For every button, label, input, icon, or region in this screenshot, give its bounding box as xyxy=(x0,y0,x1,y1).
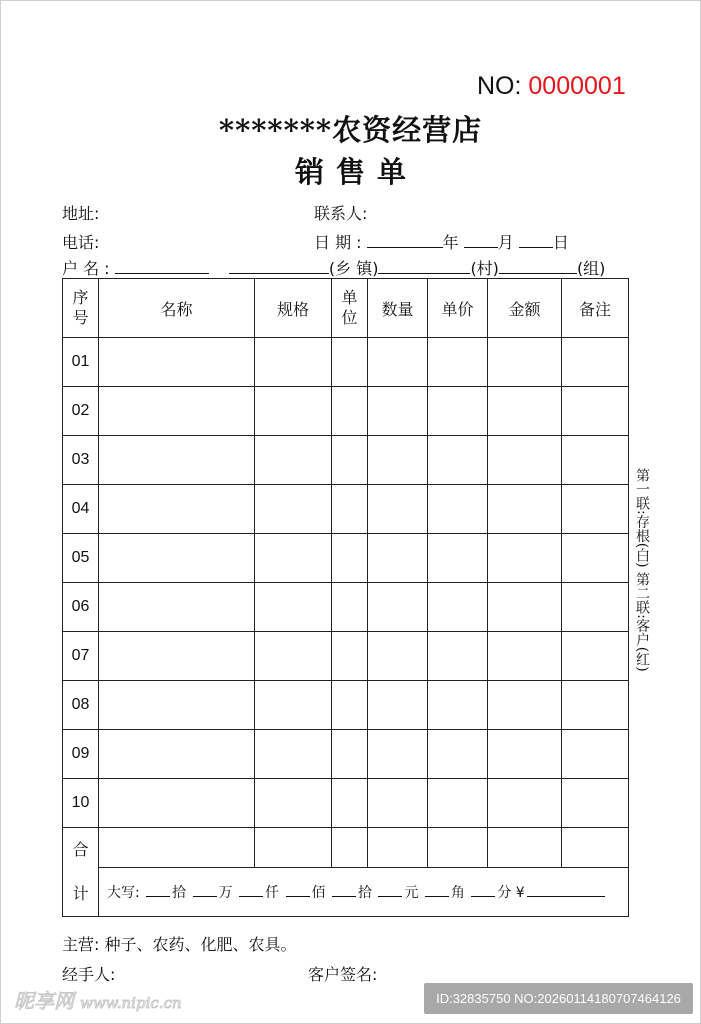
header-name: 名称 xyxy=(99,279,255,338)
capital-amount-field[interactable] xyxy=(99,867,629,916)
copy-note: 第一联:存根(白) 第二联:客户(红) xyxy=(634,468,650,672)
table-row xyxy=(63,632,629,681)
month-label: 月 xyxy=(497,233,514,252)
cell-amount[interactable] xyxy=(488,436,562,485)
address-label: 地址: xyxy=(62,204,100,223)
cell-unit[interactable] xyxy=(332,583,368,632)
cell-remark[interactable] xyxy=(562,485,629,534)
numeric-amount-blank[interactable] xyxy=(527,884,605,897)
cell-unit[interactable] xyxy=(332,681,368,730)
business-scope: 主营: 种子、农药、化肥、农具。 xyxy=(62,935,297,954)
cell-remark[interactable] xyxy=(562,730,629,779)
date-field xyxy=(314,230,569,253)
total-label xyxy=(63,828,99,917)
cell-unit-price[interactable] xyxy=(428,681,488,730)
cell-amount[interactable] xyxy=(488,534,562,583)
cell-amount[interactable] xyxy=(488,387,562,436)
cell-unit[interactable] xyxy=(332,730,368,779)
cell-quantity[interactable] xyxy=(368,338,428,387)
cell-spec[interactable] xyxy=(255,632,332,681)
cell-remark[interactable] xyxy=(562,534,629,583)
household-label: 户 名 : xyxy=(62,259,110,278)
cell-unit-price[interactable] xyxy=(428,485,488,534)
unit-wan: 万 xyxy=(218,884,233,901)
table-row xyxy=(63,485,629,534)
cell-name[interactable] xyxy=(99,485,255,534)
cell-amount[interactable] xyxy=(488,485,562,534)
unit-jiao: 角 xyxy=(450,884,465,901)
handler-label: 经手人: xyxy=(62,965,116,984)
cell-quantity[interactable] xyxy=(368,534,428,583)
cell-unit-price[interactable] xyxy=(428,338,488,387)
cell-quantity[interactable] xyxy=(368,583,428,632)
total-remark[interactable] xyxy=(562,828,629,868)
cell-unit[interactable] xyxy=(332,632,368,681)
total-unit[interactable] xyxy=(332,828,368,868)
header-unit: 单位 xyxy=(332,279,368,338)
cell-remark[interactable] xyxy=(562,779,629,828)
header-seq: 序号 xyxy=(63,279,99,338)
year-label: 年 xyxy=(442,233,459,252)
cell-name[interactable] xyxy=(99,387,255,436)
day-blank[interactable] xyxy=(519,233,553,248)
customer-sign-label: 客户签名: xyxy=(308,965,378,984)
table-row xyxy=(63,730,629,779)
row-seq: 10 xyxy=(63,779,99,828)
total-amount[interactable] xyxy=(488,828,562,868)
row-seq: 05 xyxy=(63,534,99,583)
total-spec[interactable] xyxy=(255,828,332,868)
cell-name[interactable] xyxy=(99,681,255,730)
row-seq: 02 xyxy=(63,387,99,436)
cell-amount[interactable] xyxy=(488,338,562,387)
watermark-url: www.nipic.cn xyxy=(80,994,182,1012)
town-blank[interactable] xyxy=(229,259,329,274)
row-seq: 07 xyxy=(63,632,99,681)
date-label: 日 期 : xyxy=(314,233,362,252)
cell-name[interactable] xyxy=(99,534,255,583)
form-title: 销售单 xyxy=(294,155,418,189)
cell-quantity[interactable] xyxy=(368,632,428,681)
cell-quantity[interactable] xyxy=(368,436,428,485)
group-label: (组) xyxy=(576,259,606,278)
cell-unit[interactable] xyxy=(332,485,368,534)
table-row xyxy=(63,681,629,730)
header-quantity: 数量 xyxy=(368,279,428,338)
cell-spec[interactable] xyxy=(255,583,332,632)
row-seq: 09 xyxy=(63,730,99,779)
table-row xyxy=(63,436,629,485)
cell-spec[interactable] xyxy=(255,338,332,387)
cell-spec[interactable] xyxy=(255,436,332,485)
total-unit-price[interactable] xyxy=(428,828,488,868)
table-header-row xyxy=(63,279,629,338)
village-label: (村) xyxy=(470,259,499,278)
serial-number xyxy=(477,72,626,101)
cell-spec[interactable] xyxy=(255,730,332,779)
shop-title: *******农资经营店 xyxy=(218,113,483,147)
cell-unit-price[interactable] xyxy=(428,387,488,436)
table-row xyxy=(63,338,629,387)
cell-name[interactable] xyxy=(99,632,255,681)
unit-bai: 佰 xyxy=(311,884,326,901)
total-row xyxy=(63,828,629,868)
sales-table xyxy=(62,278,629,917)
header-unit-price: 单价 xyxy=(428,279,488,338)
header-spec: 规格 xyxy=(255,279,332,338)
cell-remark[interactable] xyxy=(562,681,629,730)
cell-spec[interactable] xyxy=(255,387,332,436)
watermark-logo xyxy=(14,985,182,1014)
cell-unit-price[interactable] xyxy=(428,779,488,828)
cell-amount[interactable] xyxy=(488,681,562,730)
watermark-site-logo: 昵享网 xyxy=(14,989,74,1013)
cell-spec[interactable] xyxy=(255,534,332,583)
cell-name[interactable] xyxy=(99,779,255,828)
capital-amount-row xyxy=(63,867,629,916)
unit-yuan: 元 xyxy=(404,884,419,901)
row-seq: 08 xyxy=(63,681,99,730)
currency-symbol: ¥ xyxy=(515,884,525,901)
header-amount: 金额 xyxy=(488,279,562,338)
cell-remark[interactable] xyxy=(562,436,629,485)
cell-unit[interactable] xyxy=(332,338,368,387)
unit-shi-2: 拾 xyxy=(357,884,372,901)
phone-label: 电话: xyxy=(62,233,100,252)
cell-name[interactable] xyxy=(99,338,255,387)
household-name-blank[interactable] xyxy=(115,259,209,274)
total-quantity[interactable] xyxy=(368,828,428,868)
cell-quantity[interactable] xyxy=(368,387,428,436)
day-label: 日 xyxy=(552,233,569,252)
cell-amount[interactable] xyxy=(488,583,562,632)
cell-remark[interactable] xyxy=(562,387,629,436)
row-seq: 01 xyxy=(63,338,99,387)
cell-remark[interactable] xyxy=(562,338,629,387)
cell-spec[interactable] xyxy=(255,485,332,534)
row-seq: 03 xyxy=(63,436,99,485)
cell-unit-price[interactable] xyxy=(428,632,488,681)
table-row xyxy=(63,534,629,583)
cell-name[interactable] xyxy=(99,436,255,485)
cell-unit[interactable] xyxy=(332,436,368,485)
cell-unit-price[interactable] xyxy=(428,730,488,779)
cell-amount[interactable] xyxy=(488,632,562,681)
cell-quantity[interactable] xyxy=(368,485,428,534)
cell-unit-price[interactable] xyxy=(428,534,488,583)
unit-shi: 拾 xyxy=(172,884,187,901)
cell-name[interactable] xyxy=(99,583,255,632)
header-remark: 备注 xyxy=(562,279,629,338)
cell-quantity[interactable] xyxy=(368,730,428,779)
table-row xyxy=(63,387,629,436)
cell-quantity[interactable] xyxy=(368,779,428,828)
cell-spec[interactable] xyxy=(255,681,332,730)
cell-remark[interactable] xyxy=(562,632,629,681)
contact-label: 联系人: xyxy=(314,204,368,223)
cell-amount[interactable] xyxy=(488,779,562,828)
cell-name[interactable] xyxy=(99,730,255,779)
cell-unit[interactable] xyxy=(332,534,368,583)
watermark-id-badge: ID:32835750 NO:20260114180707464126 xyxy=(424,983,693,1014)
year-blank[interactable] xyxy=(367,233,443,248)
cell-unit[interactable] xyxy=(332,387,368,436)
unit-fen: 分 xyxy=(497,884,512,901)
month-blank[interactable] xyxy=(464,233,498,248)
unit-qian: 仟 xyxy=(265,884,280,901)
village-blank[interactable] xyxy=(378,259,470,274)
cell-unit[interactable] xyxy=(332,779,368,828)
serial-number-label: NO: xyxy=(477,72,522,100)
cell-amount[interactable] xyxy=(488,730,562,779)
cell-unit-price[interactable] xyxy=(428,436,488,485)
total-label-top: 合 xyxy=(72,840,89,859)
row-seq: 06 xyxy=(63,583,99,632)
row-seq: 04 xyxy=(63,485,99,534)
serial-number-value: 0000001 xyxy=(528,72,626,100)
cell-quantity[interactable] xyxy=(368,681,428,730)
table-row xyxy=(63,779,629,828)
total-label-bottom: 计 xyxy=(72,884,89,903)
town-label: (乡 镇) xyxy=(328,259,379,278)
cell-spec[interactable] xyxy=(255,779,332,828)
cell-unit-price[interactable] xyxy=(428,583,488,632)
group-blank[interactable] xyxy=(499,259,577,274)
cell-remark[interactable] xyxy=(562,583,629,632)
total-name[interactable] xyxy=(99,828,255,868)
capital-label: 大写: xyxy=(107,884,140,901)
table-row xyxy=(63,583,629,632)
household-field xyxy=(62,256,605,279)
